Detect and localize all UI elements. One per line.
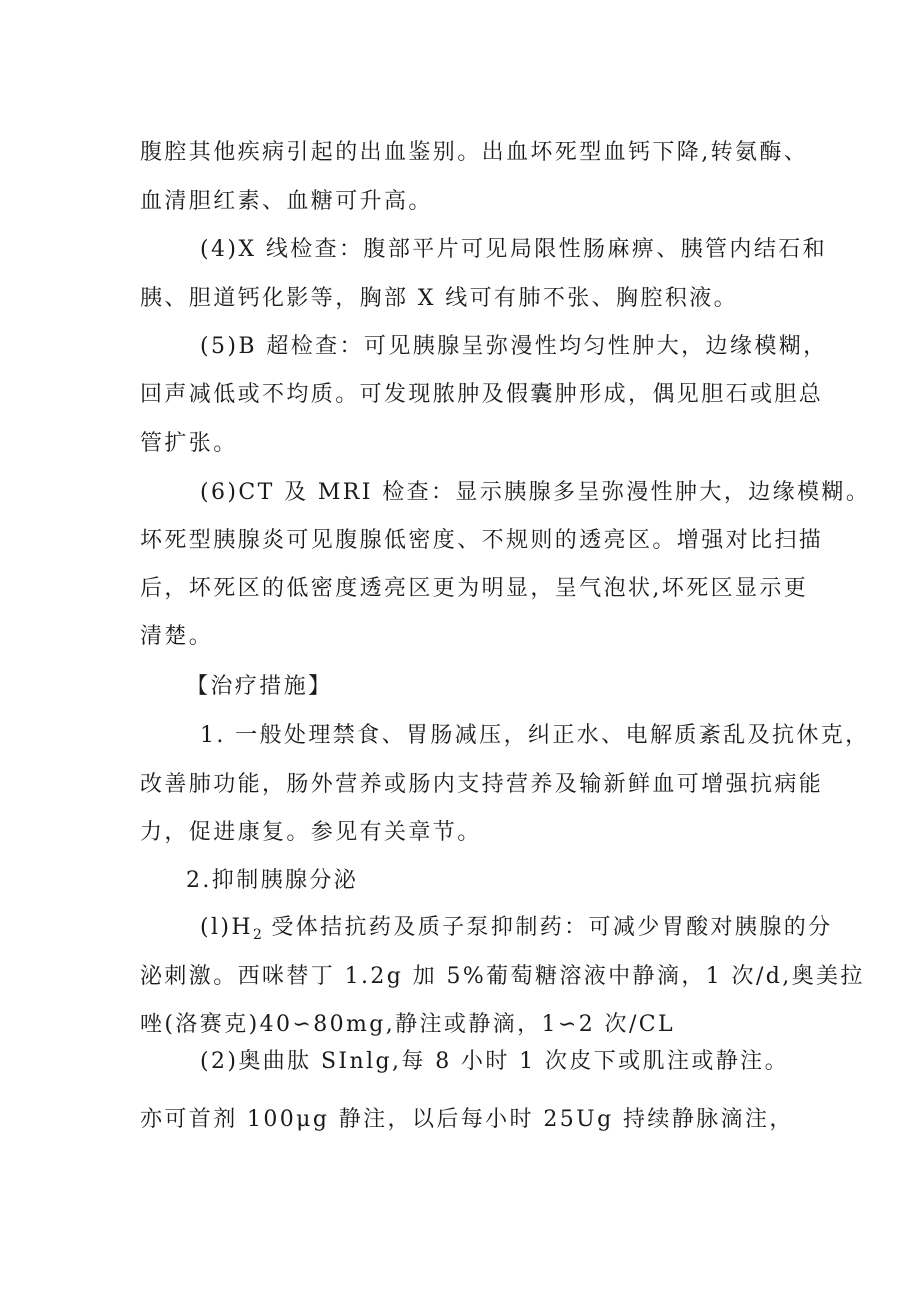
treatment-item-2-heading: 2.抑制胰腺分泌 [186,868,359,893]
paragraph-line: 回声减低或不均质。可发现脓肿及假囊肿形成，偶见胆石或胆总 [140,382,824,407]
h2-subscript: 2 [253,927,262,943]
paragraph-line: 腹腔其他疾病引起的出血鉴别。出血坏死型血钙下降,转氨酶、 [140,140,809,165]
paragraph-line: 后，坏死区的低密度透亮区更为明显，呈气泡状,坏死区显示更 [140,576,809,601]
paragraph-line: 改善肺功能，肠外营养或肠内支持营养及输新鲜血可增强抗病能 [140,772,824,797]
paragraph-line: 管扩张。 [140,431,238,456]
treatment-item-1-line: 1. 一般处理禁食、胃肠减压，纠正水、电解质紊乱及抗休克， [200,723,870,748]
paragraph-line: 血清胆红素、血糖可升高。 [140,189,433,214]
h2-prefix: (l)H [200,915,253,940]
paragraph-line: 胰、胆道钙化影等，胸部 X 线可有肺不张、胸腔积液。 [140,286,739,311]
section-x-ray-line: (4)X 线检查：腹部平片可见局限性肠麻痹、胰管内结石和 [200,237,828,262]
subitem-octreotide-line: (2)奥曲肽 SInlg,每 8 小时 1 次皮下或肌注或静注。 [200,1049,789,1074]
subitem-h2-line [200,913,833,950]
section-ultrasound-line: (5)B 超检查：可见胰腺呈弥漫性均匀性肿大，边缘模糊， [200,334,828,359]
paragraph-line: 坏死型胰腺炎可见腹腺低密度、不规则的透亮区。增强对比扫描 [140,528,824,553]
paragraph-line: 泌刺激。西咪替丁 1.2g 加 5%葡萄糖溶液中静滴，1 次/d,奥美拉 [140,964,865,989]
section-ct-mri-line: (6)CT 及 MRI 检查：显示胰腺多呈弥漫性肿大，边缘模糊。 [200,480,871,505]
paragraph-line: 力，促进康复。参见有关章节。 [140,820,482,845]
h2-rest: 受体拮抗药及质子泵抑制药：可减少胃酸对胰腺的分 [261,915,833,940]
paragraph-line: 亦可首剂 100μg 静注，以后每小时 25Ug 持续静脉滴注， [140,1107,794,1132]
section-heading-treatment: 【治疗措施】 [186,674,333,699]
paragraph-line: 清楚。 [140,624,214,649]
paragraph-line: 唑(洛赛克)40∽80mg,静注或静滴，1∽2 次/CL [140,1012,676,1037]
